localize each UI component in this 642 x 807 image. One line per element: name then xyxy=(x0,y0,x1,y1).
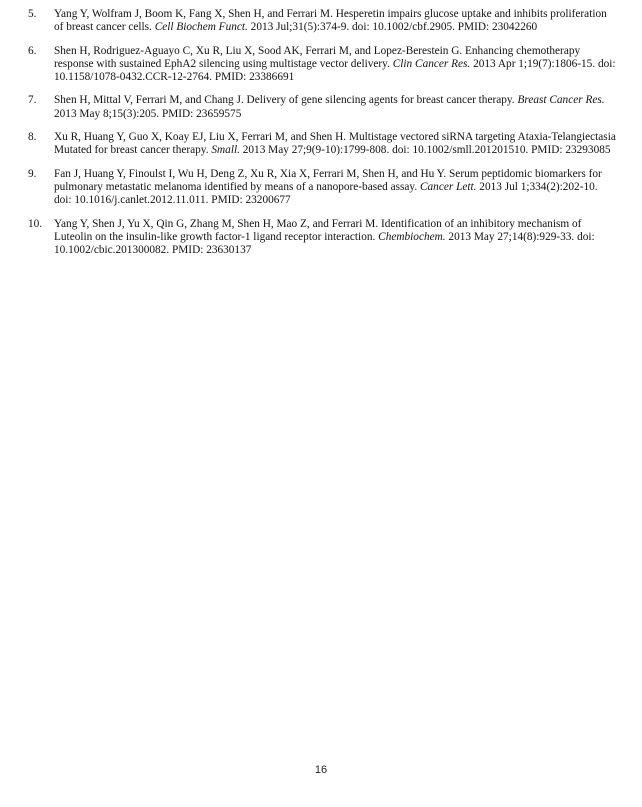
reference-details: 2013 May 27;14(8):929-33. doi: 10.1002/cbic.201300082. PMID: 23630137 xyxy=(54,230,595,257)
reference-number: 10. xyxy=(28,217,43,230)
reference-number: 6. xyxy=(28,44,37,57)
reference-details: 2013 Jul;31(5):374-9. doi: 10.1002/cbf.2905. PMID: 23042260 xyxy=(247,21,538,34)
reference-list xyxy=(28,8,618,267)
reference-item xyxy=(28,8,618,35)
reference-journal: Breast Cancer Res. xyxy=(517,94,605,107)
reference-authors-title: Yang Y, Shen J, Yu X, Qin G, Zhang M, Shen H, Mao Z, and Ferrari M. Identification of an inhibitory mechanism of Luteolin on the insulin-like growth factor-1 ligand receptor interaction. xyxy=(54,217,582,243)
reference-journal: Cell Biochem Funct. xyxy=(154,21,248,34)
reference-journal: Cancer Lett. xyxy=(419,180,477,193)
reference-item xyxy=(28,94,618,121)
reference-number: 8. xyxy=(28,131,37,144)
reference-text xyxy=(54,8,618,35)
page-number: 16 xyxy=(314,764,328,776)
reference-details: 2013 May 27;9(9-10):1799-808. doi: 10.1002/smll.201201510. PMID: 23293085 xyxy=(239,144,611,157)
reference-journal: Chembiochem. xyxy=(378,230,446,243)
reference-authors-title: Shen H, Rodriguez-Aguayo C, Xu R, Liu X, Sood AK, Ferrari M, and Lopez-Berestein G. Enhancing chemotherapy response with sustained EphA2 silencing using multistage vector delivery. xyxy=(54,44,581,70)
reference-authors-title: Shen H, Mittal V, Ferrari M, and Chang J. Delivery of gene silencing agents for breast cancer therapy. xyxy=(54,94,518,107)
reference-text xyxy=(54,45,618,85)
reference-details: 2013 Apr 1;19(7):1806-15. doi: 10.1158/1078-0432.CCR-12-2764. PMID: 23386691 xyxy=(54,57,616,84)
reference-journal: Small. xyxy=(211,144,240,157)
reference-journal: Clin Cancer Res. xyxy=(392,57,471,70)
reference-text xyxy=(54,94,618,121)
reference-text xyxy=(54,131,618,158)
reference-details: 2013 Jul 1;334(2):202-10. doi: 10.1016/j.canlet.2012.11.011. PMID: 23200677 xyxy=(54,180,598,207)
reference-number: 5. xyxy=(28,8,37,20)
reference-text xyxy=(54,218,618,258)
reference-details: 2013 May 8;15(3):205. PMID: 23659575 xyxy=(54,107,242,120)
reference-item xyxy=(28,168,618,208)
reference-number: 9. xyxy=(28,167,37,180)
reference-authors-title: Yang Y, Wolfram J, Boom K, Fang X, Shen H, and Ferrari M. Hesperetin impairs glucose uptake and inhibits proliferation of breast cancer cells. xyxy=(54,8,607,34)
reference-authors-title: Fan J, Huang Y, Finoulst I, Wu H, Deng Z, Xu R, Xia X, Ferrari M, Shen H, and Hu Y. Serum peptidomic biomarkers for pulmonary metastatic melanoma identified by means of a nanopore-based assay. xyxy=(54,167,602,193)
reference-item xyxy=(28,45,618,85)
reference-authors-title: Xu R, Huang Y, Guo X, Koay EJ, Liu X, Ferrari M, and Shen H. Multistage vectored siRNA targeting Ataxia-Telangiectasia Mutated for breast cancer therapy. xyxy=(54,131,616,157)
reference-item xyxy=(28,218,618,258)
reference-item xyxy=(28,131,618,158)
reference-number: 7. xyxy=(28,94,37,107)
reference-text xyxy=(54,168,618,208)
